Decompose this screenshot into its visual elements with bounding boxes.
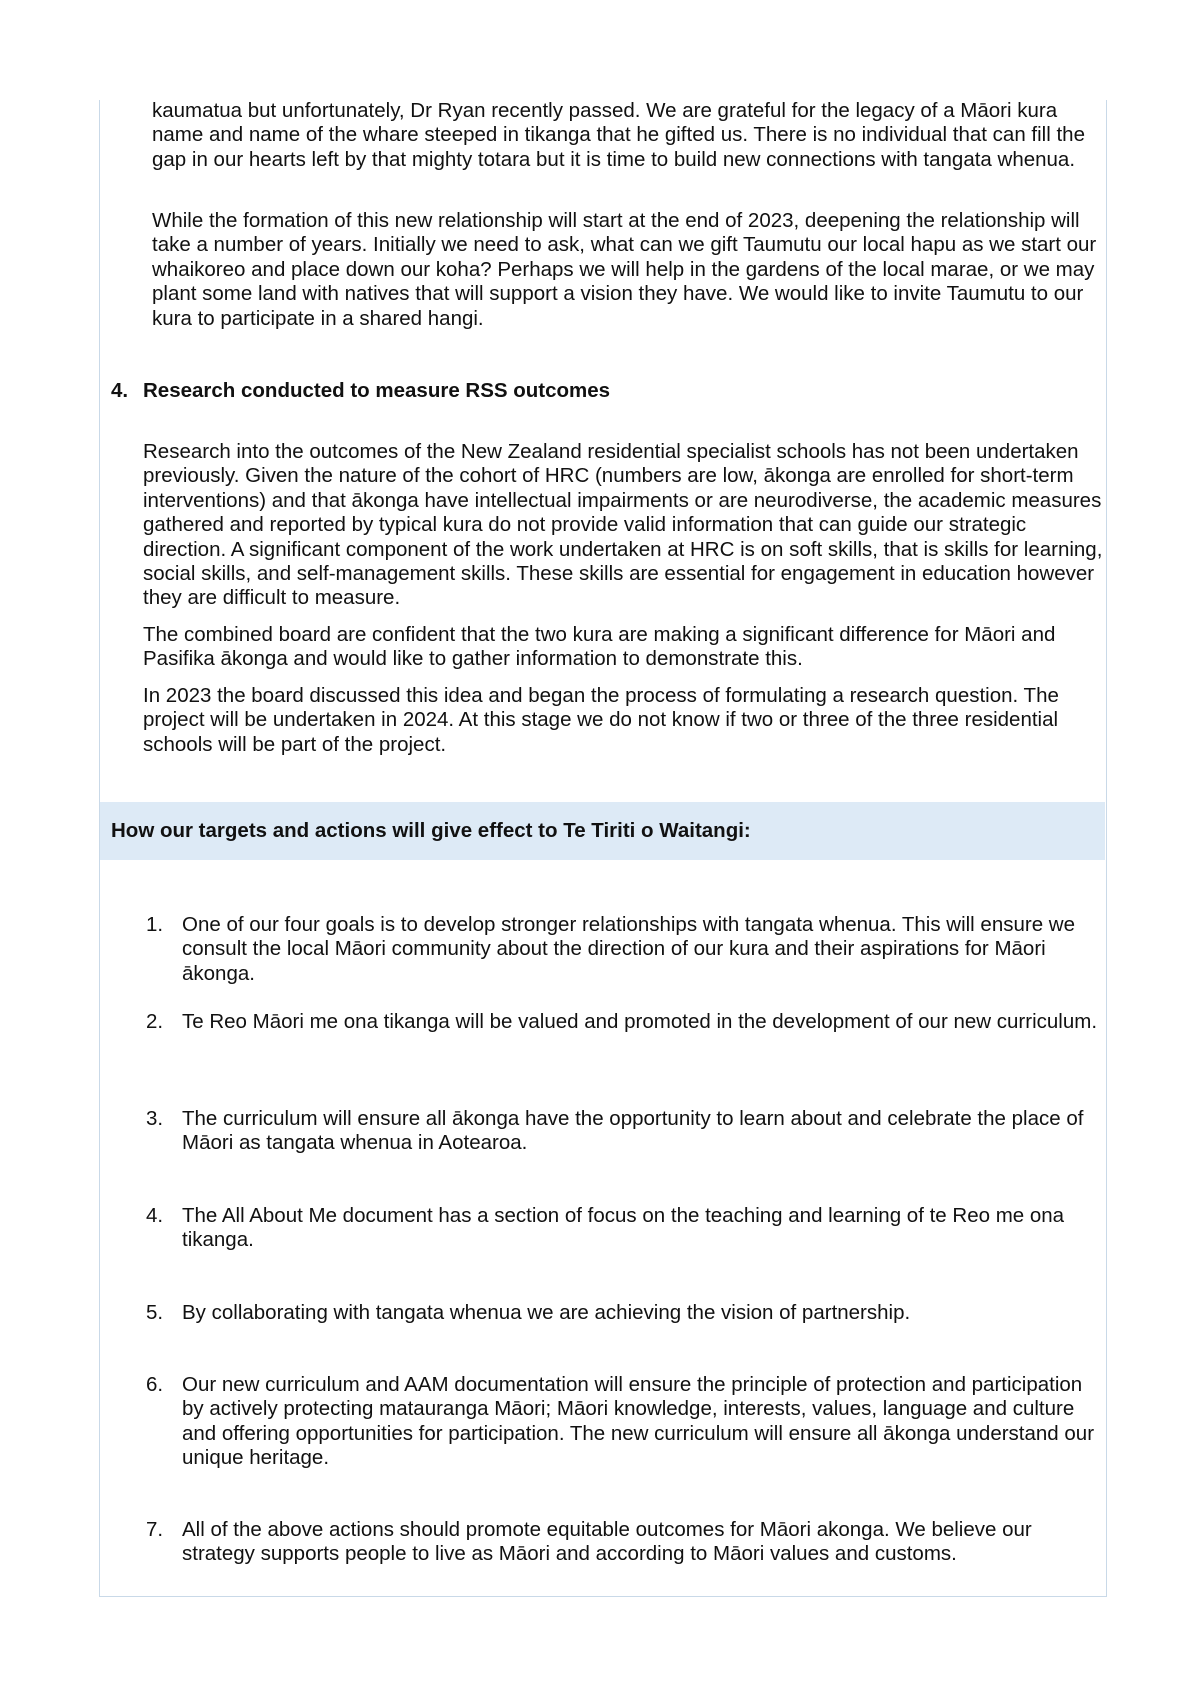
list-item-2-number: 2. [146, 1010, 164, 1033]
list-item-4-text: The All About Me document has a section of focus on the teaching and learning of te Reo me ona tikanga. [182, 1204, 1065, 1252]
research-section-heading: Research conducted to measure RSS outcomes [143, 379, 611, 402]
research-section-number: 4. [111, 379, 129, 402]
research-paragraph-1: Research into the outcomes of the New Zealand residential specialist schools has not been undertaken previously. Given the nature of the cohort of HRC (numbers are low, ākonga are enrolled for short-term interventions) and that ākonga have intellectual impairments or are neurodiverse, the academic measures gathered and reported by typical kura do not provide valid information that can guide our strategic direction. A significant component of the work undertaken at HRC is on soft skills, that is skills for learning, social skills, and self-management skills. These skills are essential for engagement in education however they are difficult to measure. [143, 440, 1103, 610]
research-paragraph-3: In 2023 the board discussed this idea and began the process of formulating a research question. The project will be undertaken in 2024. At this stage we do not know if two or three of the three residential schools will be part of the project. [143, 684, 1059, 756]
tiriti-heading: How our targets and actions will give effect to Te Tiriti o Waitangi: [111, 819, 751, 842]
list-item-4-number: 4. [146, 1204, 164, 1227]
list-item-5-number: 5. [146, 1301, 164, 1324]
list-item-5-text: By collaborating with tangata whenua we are achieving the vision of partnership. [182, 1301, 911, 1324]
list-item-3-number: 3. [146, 1107, 164, 1130]
list-item-7-number: 7. [146, 1518, 164, 1541]
list-item-7-text: All of the above actions should promote equitable outcomes for Māori akonga. We believe our strategy supports people to live as Māori and according to Māori values and customs. [182, 1518, 1032, 1566]
list-item-2-text: Te Reo Māori me ona tikanga will be valued and promoted in the development of our new curriculum. [182, 1010, 1098, 1033]
research-paragraph-2: The combined board are confident that the two kura are making a significant difference for Māori and Pasifika ākonga and would like to gather information to demonstrate this. [143, 623, 1056, 671]
list-item-1-text: One of our four goals is to develop stronger relationships with tangata whenua. This will ensure we consult the local Māori community about the direction of our kura and their aspirations for Māori ākonga. [182, 913, 1076, 985]
list-item-1-number: 1. [146, 913, 164, 936]
continuation-paragraph-1: kaumatua but unfortunately, Dr Ryan recently passed. We are grateful for the legacy of a Māori kura name and name of the whare steeped in tikanga that he gifted us. There is no individual that can fill the gap in our hearts left by that mighty totara but it is time to build new connections with tangata whenua. [152, 99, 1085, 171]
list-item-6-text: Our new curriculum and AAM documentation will ensure the principle of protection and participation by actively protecting matauranga Māori; Māori knowledge, interests, values, language and culture and offering opportunities for participation. The new curriculum will ensure all ākonga understand our unique heritage. [182, 1373, 1095, 1470]
list-item-6-number: 6. [146, 1373, 164, 1396]
list-item-3-text: The curriculum will ensure all ākonga have the opportunity to learn about and celebrate the place of Māori as tangata whenua in Aotearoa. [182, 1107, 1084, 1155]
continuation-paragraph-2: While the formation of this new relationship will start at the end of 2023, deepening the relationship will take a number of years. Initially we need to ask, what can we gift Taumutu our local hapu as we start our whaikoreo and place down our koha? Perhaps we will help in the gardens of the local marae, or we may plant some land with natives that will support a vision they have. We would like to invite Taumutu to our kura to participate in a shared hangi. [152, 209, 1097, 330]
tiriti-heading-band [100, 802, 1105, 860]
